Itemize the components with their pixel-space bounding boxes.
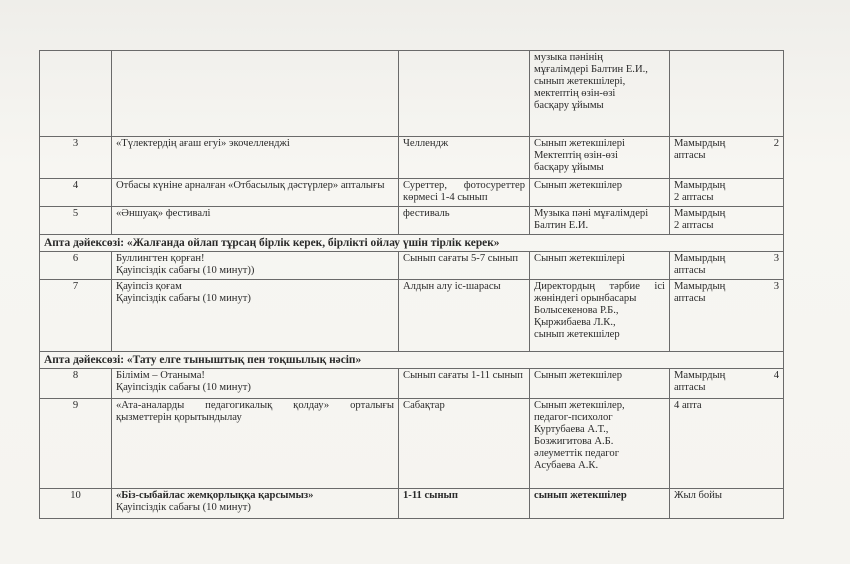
time-line: аптасы <box>674 382 706 393</box>
table-row <box>40 207 784 235</box>
cell-form: фестиваль <box>399 207 530 235</box>
cell-responsible <box>530 179 670 207</box>
responsible-line: Асубаева А.К. <box>534 460 599 471</box>
cell-event: «Әншуақ» фестивалі <box>112 207 399 235</box>
event-line: Қауіпсіздік сабағы (10 минут) <box>116 382 251 393</box>
cell-responsible <box>530 369 670 399</box>
cell-num: 10 <box>40 489 112 519</box>
cell-responsible <box>530 137 670 179</box>
cell-time <box>670 207 784 235</box>
time-line: 4 апта <box>674 400 702 411</box>
section-row <box>40 352 784 369</box>
cell-event: Отбасы күніне арналған «Отбасылық дәстүрлер» апталығы <box>112 179 399 207</box>
responsible-line: Сынып жетекшілер <box>534 370 623 381</box>
responsible-line: Куртубаева А.Т., <box>534 424 609 435</box>
cell-form: 1-11 сынып <box>399 489 530 519</box>
time-line: аптасы <box>674 265 706 276</box>
table-row <box>40 369 784 399</box>
event-line: Қауіпсіздік сабағы (10 минут) <box>116 502 251 513</box>
event-line: Буллингтен қорған! <box>116 253 205 264</box>
cell-responsible <box>530 51 670 137</box>
cell-event: «Ата-аналарды педагогикалық қолдау» орталығы қызметтерін қорытындылау <box>112 399 399 489</box>
cell-responsible <box>530 207 670 235</box>
time-line: Мамырдың <box>674 370 726 381</box>
cell-num: 7 <box>40 280 112 352</box>
time-line: Мамырдың <box>674 253 726 264</box>
time-line: Жыл бойы <box>674 490 723 501</box>
table-row <box>40 489 784 519</box>
time-line: Мамырдың <box>674 180 726 191</box>
cell-responsible <box>530 399 670 489</box>
cell-form <box>399 51 530 137</box>
responsible-line: Сынып жетекшілер, <box>534 400 625 411</box>
responsible-line: әлеуметтік педагог <box>534 448 620 459</box>
cell-responsible <box>530 489 670 519</box>
week-quote: Апта дәйексөзі: «Жалғанда ойлап тұрсаң бірлік керек, бірлікті ойлау үшін тірлік керек» <box>40 235 784 252</box>
cell-num: 5 <box>40 207 112 235</box>
cell-event <box>112 369 399 399</box>
responsible-line: басқару ұйымы <box>534 162 604 173</box>
cell-form: Сабақтар <box>399 399 530 489</box>
cell-num: 8 <box>40 369 112 399</box>
cell-event <box>112 51 399 137</box>
table-row <box>40 137 784 179</box>
week-number: 2 <box>773 138 779 149</box>
table-row <box>40 399 784 489</box>
responsible-line: Балтин Е.И. <box>534 220 589 231</box>
event-line: «Біз-сыбайлас жемқорлыққа қарсымыз» <box>116 490 314 501</box>
cell-time <box>670 369 784 399</box>
time-line: Мамырдың <box>674 281 726 292</box>
responsible-line: Сынып жетекшілері <box>534 253 625 264</box>
cell-num: 4 <box>40 179 112 207</box>
responsible-line: Сынып жетекшілері <box>534 138 625 149</box>
cell-responsible <box>530 280 670 352</box>
cell-num <box>40 51 112 137</box>
cell-event <box>112 280 399 352</box>
responsible-line: Музыка пәні мұғалімдері <box>534 208 649 219</box>
responsible-line: Қыржибаева Л.К., <box>534 317 616 328</box>
cell-form: Сынып сағаты 5-7 сынып <box>399 252 530 280</box>
responsible-line: Бозжигитова А.Б. <box>534 436 614 447</box>
week-number: 3 <box>773 253 779 264</box>
responsible-line: Сынып жетекшілер <box>534 180 623 191</box>
cell-time <box>670 399 784 489</box>
responsible-line: басқару ұйымы <box>534 100 604 111</box>
table-row <box>40 51 784 137</box>
responsible-line: Директордың тәрбие ісі жөніндегі орынбасары <box>534 281 665 304</box>
time-line: Мамырдың <box>674 138 726 149</box>
event-line: Қауіпсіздік сабағы (10 минут)) <box>116 265 255 276</box>
section-row <box>40 235 784 252</box>
time-line: аптасы <box>674 150 706 161</box>
cell-form: Сынып сағаты 1-11 сынып <box>399 369 530 399</box>
table-row <box>40 179 784 207</box>
cell-num: 3 <box>40 137 112 179</box>
week-number: 3 <box>773 281 779 292</box>
cell-form: Алдын алу іс-шарасы <box>399 280 530 352</box>
responsible-line: сынып жетекшілер <box>534 490 627 501</box>
cell-event <box>112 252 399 280</box>
events-table <box>39 50 784 519</box>
responsible-line: музыка пәнінің <box>534 52 603 63</box>
responsible-line: педагог-психолог <box>534 412 613 423</box>
cell-event <box>112 489 399 519</box>
cell-time <box>670 179 784 207</box>
responsible-line: мектептің өзін-өзі <box>534 88 616 99</box>
time-line: 2 аптасы <box>674 220 714 231</box>
cell-time <box>670 137 784 179</box>
responsible-line: сынып жетекшілері, <box>534 76 626 87</box>
time-line: аптасы <box>674 293 706 304</box>
cell-time <box>670 51 784 137</box>
table-row <box>40 280 784 352</box>
cell-num: 6 <box>40 252 112 280</box>
event-line: Білімім – Отаныма! <box>116 370 205 381</box>
cell-responsible <box>530 252 670 280</box>
cell-event: «Түлектердің ағаш егуі» экочелленджі <box>112 137 399 179</box>
responsible-line: сынып жетекшілер <box>534 329 620 340</box>
cell-time <box>670 280 784 352</box>
cell-num: 9 <box>40 399 112 489</box>
cell-form: Суреттер, фотосуреттер көрмесі 1-4 сынып <box>399 179 530 207</box>
week-number: 4 <box>773 370 779 381</box>
event-line: Қауіпсіздік сабағы (10 минут) <box>116 293 251 304</box>
event-line: Қауіпсіз қоғам <box>116 281 182 292</box>
cell-time <box>670 489 784 519</box>
time-line: 2 аптасы <box>674 192 714 203</box>
time-line: Мамырдың <box>674 208 726 219</box>
cell-time <box>670 252 784 280</box>
responsible-line: мұғалімдері Балтин Е.И., <box>534 64 648 75</box>
cell-form: Челлендж <box>399 137 530 179</box>
responsible-line: Болысекенова Р.Б., <box>534 305 619 316</box>
responsible-line: Мектептің өзін-өзі <box>534 150 618 161</box>
week-quote: Апта дәйексөзі: «Тату елге тыныштық пен тоқшылық нәсіп» <box>40 352 784 369</box>
table-row <box>40 252 784 280</box>
